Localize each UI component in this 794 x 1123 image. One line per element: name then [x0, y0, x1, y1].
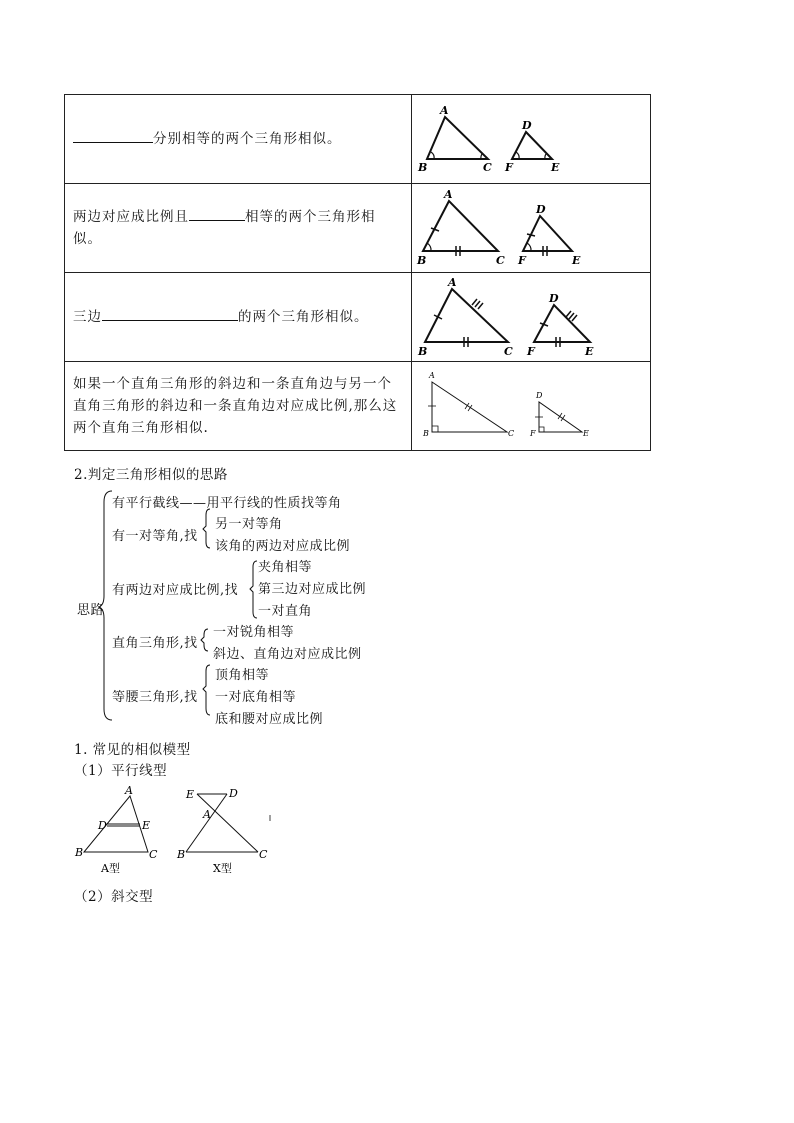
criterion-text: 如果一个直角三角形的斜边和一条直角边与另一个直角三角形的斜边和一条直角边对应成比例,那么这两个直角三角形相似. [73, 376, 398, 436]
root-label: 思路 [77, 603, 105, 618]
vertex-label-d: D [536, 203, 546, 216]
vertex-label-a: A [125, 784, 133, 797]
branch-item: 底和腰对应成比例 [215, 712, 324, 727]
vertex-label-f: F [518, 254, 526, 267]
criterion-text: 相等的两个三角形相似。 [73, 209, 376, 247]
vertex-label-c: C [483, 161, 492, 174]
vertex-label-e: E [551, 161, 560, 174]
vertex-label-e: E [585, 345, 594, 357]
answer-blank [102, 306, 238, 321]
table-row [65, 184, 651, 273]
criterion-aa-figure [412, 95, 651, 184]
branch-item: 夹角相等 [258, 560, 313, 575]
branch-item: 另一对等角 [215, 517, 283, 532]
vertex-label-d: D [522, 119, 532, 132]
vertex-label-a: A [440, 104, 449, 117]
branch-item: 该角的两边对应成比例 [215, 539, 351, 554]
vertex-label-c: C [496, 254, 505, 267]
vertex-label-f: F [530, 429, 536, 438]
vertex-label-b: B [177, 848, 186, 861]
criterion-text: 三边 [73, 309, 102, 325]
answer-blank [189, 206, 245, 221]
section-heading: 2.判定三角形相似的思路 [74, 467, 228, 483]
criterion-sas-figure [412, 184, 651, 273]
branch-isosceles: 等腰三角形,找 [112, 690, 198, 705]
vertex-label-e: E [583, 429, 589, 438]
table-row [65, 273, 651, 362]
vertex-label-b: B [418, 161, 428, 174]
vertex-label-c: C [508, 429, 515, 438]
subsection-heading: （1）平行线型 [74, 763, 168, 779]
vertex-label-f: F [505, 161, 513, 174]
vertex-label-e: E [572, 254, 581, 267]
brace-lines [245, 560, 259, 620]
branch-item: 一对锐角相等 [213, 625, 295, 640]
criterion-sss-text [65, 273, 412, 362]
vertex-label-d: D [536, 391, 543, 400]
model-caption: X型 [213, 862, 232, 875]
vertex-label-a: A [429, 371, 435, 380]
similar-triangles-sas-diagram [412, 184, 650, 268]
vertex-label-c: C [504, 345, 513, 357]
similar-triangles-aa-diagram [412, 95, 650, 179]
criterion-hl-figure [412, 362, 651, 451]
vertex-label-d: D [229, 787, 238, 800]
vertex-label-a: A [203, 808, 211, 821]
vertex-label-c: C [259, 848, 268, 861]
similar-right-triangles-diagram [412, 362, 650, 446]
criterion-text: 的两个三角形相似。 [238, 309, 369, 325]
branch-item: 一对底角相等 [215, 690, 297, 705]
criteria-table [64, 94, 651, 451]
table-row [65, 362, 651, 451]
branch-item: 顶角相等 [215, 668, 270, 683]
vertex-label-b: B [417, 254, 427, 267]
criterion-text: 两边对应成比例且 [73, 209, 189, 225]
branch-item: 一对直角 [258, 604, 313, 619]
vertex-label-e: E [142, 819, 151, 832]
branch-equal-angle: 有一对等角,找 [112, 529, 198, 544]
criterion-aa-text [65, 95, 412, 184]
vertex-label-b: B [418, 345, 428, 357]
section-heading: 1. 常见的相似模型 [74, 742, 191, 758]
vertex-label-d: D [98, 819, 107, 832]
vertex-label-c: C [149, 848, 158, 861]
branch-parallel: 有平行截线——用平行线的性质找等角 [112, 496, 342, 511]
similar-triangles-sss-diagram [412, 273, 650, 357]
branch-item: 第三边对应成比例 [258, 582, 367, 597]
model-caption: A型 [101, 862, 120, 875]
vertex-label-a: A [448, 276, 457, 289]
criterion-sss-figure [412, 273, 651, 362]
vertex-label-f: F [527, 345, 535, 357]
vertex-label-d: D [549, 292, 559, 305]
vertex-label-b: B [423, 429, 429, 438]
vertex-label-e: E [186, 788, 195, 801]
parallel-line-models-diagram [70, 782, 280, 880]
vertex-label-b: B [75, 846, 84, 859]
branch-item: 斜边、直角边对应成比例 [213, 647, 362, 662]
table-row [65, 95, 651, 184]
branch-two-sides: 有两边对应成比例,找 [112, 583, 239, 598]
answer-blank [73, 128, 153, 143]
subsection-heading: （2）斜交型 [74, 889, 154, 905]
criterion-text: 分别相等的两个三角形相似。 [153, 131, 342, 147]
criterion-hl-text [65, 362, 412, 451]
criterion-sas-text [65, 184, 412, 273]
vertex-label-a: A [444, 188, 453, 201]
branch-right-triangle: 直角三角形,找 [112, 636, 198, 651]
